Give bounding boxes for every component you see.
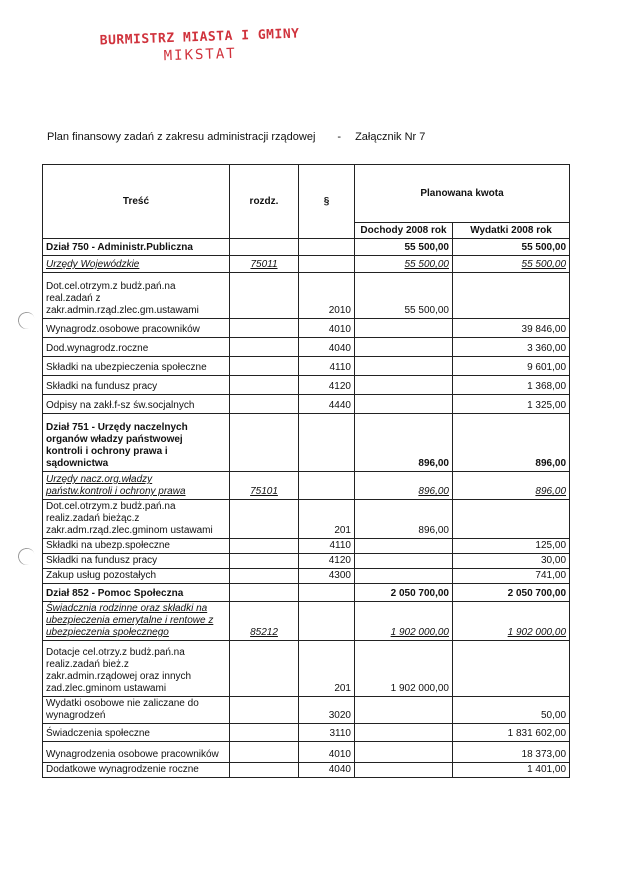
cell-rozdz bbox=[230, 319, 299, 338]
cell-paragraph: 4120 bbox=[299, 376, 355, 395]
cell-income: 2 050 700,00 bbox=[355, 584, 453, 602]
cell-rozdz bbox=[230, 584, 299, 602]
cell-rozdz bbox=[230, 376, 299, 395]
header-income-2008: Dochody 2008 rok bbox=[355, 223, 453, 239]
cell-expense: 896,00 bbox=[453, 472, 570, 500]
cell-expense bbox=[453, 641, 570, 697]
table-row bbox=[43, 319, 570, 338]
table-row bbox=[43, 569, 570, 584]
table-row bbox=[43, 539, 570, 554]
cell-tresc: Wynagrodzenia osobowe pracowników bbox=[43, 742, 230, 763]
cell-income bbox=[355, 357, 453, 376]
cell-income bbox=[355, 724, 453, 742]
cell-paragraph bbox=[299, 239, 355, 256]
cell-paragraph: 4040 bbox=[299, 338, 355, 357]
cell-paragraph: 4440 bbox=[299, 395, 355, 414]
cell-paragraph: 2010 bbox=[299, 273, 355, 319]
table-row bbox=[43, 357, 570, 376]
cell-rozdz bbox=[230, 539, 299, 554]
cell-tresc: Dot.cel.otrzym.z budż.pań.na realiz.zadań bieżąc.z zakr.adm.rząd.zlec.gminom ustawami bbox=[43, 500, 230, 539]
cell-tresc: Wynagrodz.osobowe pracowników bbox=[43, 319, 230, 338]
annex-label: Załącznik Nr 7 bbox=[355, 131, 426, 143]
cell-paragraph bbox=[299, 602, 355, 641]
finance-table bbox=[42, 164, 570, 778]
cell-rozdz bbox=[230, 500, 299, 539]
cell-tresc: Dod.wynagrodz.roczne bbox=[43, 338, 230, 357]
cell-expense: 55 500,00 bbox=[453, 239, 570, 256]
cell-tresc: Urzędy nacz.org.władzy państw.kontroli i ochrony prawa bbox=[43, 472, 230, 500]
cell-rozdz bbox=[230, 697, 299, 724]
document-title: Plan finansowy zadań z zakresu administracji rządowej bbox=[47, 131, 316, 143]
cell-rozdz bbox=[230, 395, 299, 414]
cell-paragraph: 4110 bbox=[299, 539, 355, 554]
heading-separator: - bbox=[337, 131, 342, 143]
header-paragraph: § bbox=[299, 165, 355, 239]
table-row bbox=[43, 641, 570, 697]
cell-rozdz: 85212 bbox=[230, 602, 299, 641]
finance-table-body bbox=[43, 165, 570, 778]
cell-paragraph bbox=[299, 256, 355, 273]
table-row bbox=[43, 239, 570, 256]
table-row bbox=[43, 763, 570, 778]
cell-income bbox=[355, 319, 453, 338]
cell-expense: 125,00 bbox=[453, 539, 570, 554]
cell-tresc: Dot.cel.otrzym.z budż.pań.na real.zadań z zakr.admin.rząd.zlec.gm.ustawami bbox=[43, 273, 230, 319]
cell-rozdz bbox=[230, 724, 299, 742]
stamp-line-2: MIKSTAT bbox=[163, 45, 237, 65]
cell-expense: 1 368,00 bbox=[453, 376, 570, 395]
cell-paragraph: 4040 bbox=[299, 763, 355, 778]
punch-hole-mark bbox=[16, 546, 38, 568]
cell-tresc: Świadczenia społeczne bbox=[43, 724, 230, 742]
cell-expense: 2 050 700,00 bbox=[453, 584, 570, 602]
cell-expense: 39 846,00 bbox=[453, 319, 570, 338]
table-row bbox=[43, 602, 570, 641]
table-row bbox=[43, 697, 570, 724]
cell-expense: 50,00 bbox=[453, 697, 570, 724]
table-row bbox=[43, 256, 570, 273]
cell-paragraph: 4110 bbox=[299, 357, 355, 376]
cell-tresc: Dodatkowe wynagrodzenie roczne bbox=[43, 763, 230, 778]
cell-expense: 18 373,00 bbox=[453, 742, 570, 763]
cell-rozdz bbox=[230, 357, 299, 376]
stamp bbox=[99, 27, 300, 67]
cell-paragraph: 3020 bbox=[299, 697, 355, 724]
table-row bbox=[43, 724, 570, 742]
cell-expense bbox=[453, 500, 570, 539]
table-row bbox=[43, 395, 570, 414]
cell-income bbox=[355, 376, 453, 395]
cell-tresc: Dział 852 - Pomoc Społeczna bbox=[43, 584, 230, 602]
cell-tresc: Dotacje cel.otrzy.z budż.pań.na realiz.zadań bież.z zakr.admin.rządowej oraz innych zad.zlec.gminom ustawami bbox=[43, 641, 230, 697]
cell-expense: 55 500,00 bbox=[453, 256, 570, 273]
table-row bbox=[43, 472, 570, 500]
cell-tresc: Składki na ubezpieczenia społeczne bbox=[43, 357, 230, 376]
cell-tresc: Świadcznia rodzinne oraz składki na ubezpieczenia emerytalne i rentowe z ubezpieczenia społecznego bbox=[43, 602, 230, 641]
cell-income: 896,00 bbox=[355, 500, 453, 539]
header-rozdz: rozdz. bbox=[230, 165, 299, 239]
cell-income bbox=[355, 742, 453, 763]
cell-tresc: Składki na ubezp.społeczne bbox=[43, 539, 230, 554]
cell-rozdz bbox=[230, 641, 299, 697]
cell-expense: 30,00 bbox=[453, 554, 570, 569]
cell-tresc: Dział 751 - Urzędy naczelnych organów władzy państwowej kontroli i ochrony prawa i sądownictwa bbox=[43, 414, 230, 472]
cell-paragraph: 4010 bbox=[299, 742, 355, 763]
cell-expense: 1 325,00 bbox=[453, 395, 570, 414]
cell-paragraph: 3110 bbox=[299, 724, 355, 742]
cell-expense: 1 902 000,00 bbox=[453, 602, 570, 641]
cell-rozdz bbox=[230, 338, 299, 357]
table-row bbox=[43, 584, 570, 602]
stamp-line-1: BURMISTRZ MIASTA I GMINY bbox=[99, 26, 300, 49]
cell-rozdz bbox=[230, 763, 299, 778]
cell-income: 55 500,00 bbox=[355, 256, 453, 273]
cell-income bbox=[355, 569, 453, 584]
header-tresc: Treść bbox=[43, 165, 230, 239]
cell-expense: 3 360,00 bbox=[453, 338, 570, 357]
table-header-row bbox=[43, 165, 570, 223]
cell-paragraph: 4120 bbox=[299, 554, 355, 569]
cell-income: 1 902 000,00 bbox=[355, 602, 453, 641]
cell-rozdz bbox=[230, 569, 299, 584]
cell-paragraph: 201 bbox=[299, 641, 355, 697]
punch-hole-mark bbox=[16, 310, 38, 332]
cell-income bbox=[355, 763, 453, 778]
cell-tresc: Zakup usług pozostałych bbox=[43, 569, 230, 584]
table-row bbox=[43, 414, 570, 472]
cell-expense: 9 601,00 bbox=[453, 357, 570, 376]
cell-expense: 896,00 bbox=[453, 414, 570, 472]
cell-rozdz bbox=[230, 239, 299, 256]
cell-income: 55 500,00 bbox=[355, 273, 453, 319]
table-row bbox=[43, 554, 570, 569]
cell-expense bbox=[453, 273, 570, 319]
cell-income bbox=[355, 338, 453, 357]
cell-income bbox=[355, 554, 453, 569]
cell-tresc: Odpisy na zakł.f-sz św.socjalnych bbox=[43, 395, 230, 414]
table-row bbox=[43, 742, 570, 763]
cell-rozdz: 75101 bbox=[230, 472, 299, 500]
cell-paragraph: 4010 bbox=[299, 319, 355, 338]
header-expense-2008: Wydatki 2008 rok bbox=[453, 223, 570, 239]
header-planned-amount: Planowana kwota bbox=[355, 165, 570, 223]
cell-tresc: Składki na fundusz pracy bbox=[43, 376, 230, 395]
cell-tresc: Dział 750 - Administr.Publiczna bbox=[43, 239, 230, 256]
cell-rozdz: 75011 bbox=[230, 256, 299, 273]
cell-expense: 1 831 602,00 bbox=[453, 724, 570, 742]
document-heading bbox=[47, 131, 425, 143]
cell-paragraph bbox=[299, 584, 355, 602]
cell-income bbox=[355, 539, 453, 554]
cell-rozdz bbox=[230, 742, 299, 763]
cell-rozdz bbox=[230, 554, 299, 569]
cell-income bbox=[355, 697, 453, 724]
cell-income: 1 902 000,00 bbox=[355, 641, 453, 697]
cell-tresc: Składki na fundusz pracy bbox=[43, 554, 230, 569]
cell-paragraph: 201 bbox=[299, 500, 355, 539]
cell-tresc: Wydatki osobowe nie zaliczane do wynagrodzeń bbox=[43, 697, 230, 724]
cell-expense: 741,00 bbox=[453, 569, 570, 584]
table-row bbox=[43, 376, 570, 395]
table-row bbox=[43, 338, 570, 357]
cell-income: 896,00 bbox=[355, 414, 453, 472]
cell-paragraph bbox=[299, 414, 355, 472]
cell-income bbox=[355, 395, 453, 414]
cell-expense: 1 401,00 bbox=[453, 763, 570, 778]
table-row bbox=[43, 500, 570, 539]
cell-paragraph bbox=[299, 472, 355, 500]
cell-paragraph: 4300 bbox=[299, 569, 355, 584]
cell-income: 55 500,00 bbox=[355, 239, 453, 256]
cell-rozdz bbox=[230, 273, 299, 319]
table-row bbox=[43, 273, 570, 319]
cell-tresc: Urzędy Wojewódzkie bbox=[43, 256, 230, 273]
cell-income: 896,00 bbox=[355, 472, 453, 500]
cell-rozdz bbox=[230, 414, 299, 472]
